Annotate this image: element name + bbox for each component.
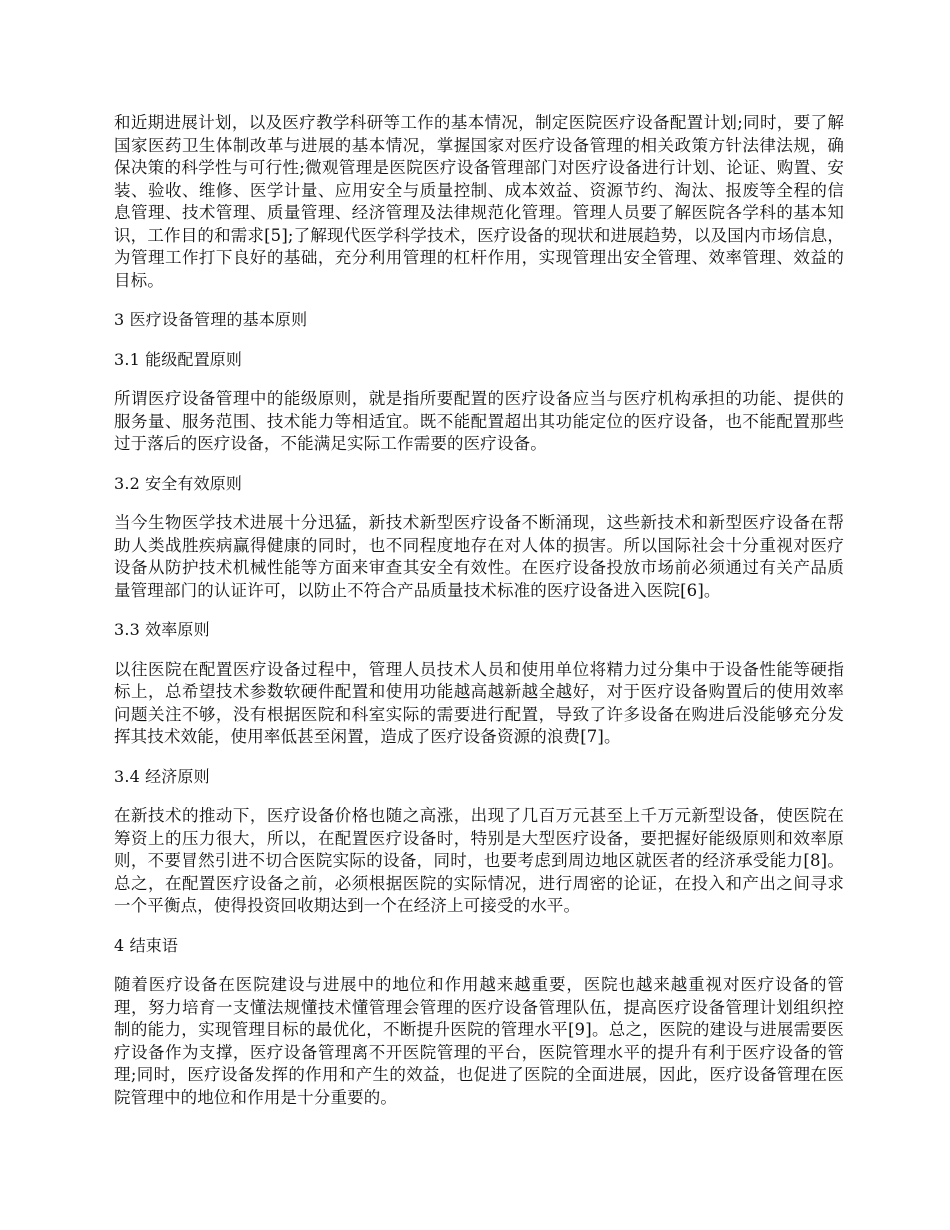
section-3-1-heading: 3.1 能级配置原则 [114, 349, 243, 369]
section-4-heading: 4 结束语 [114, 935, 179, 955]
section-3-1-paragraph: 所谓医疗设备管理中的能级原则，就是指所要配置的医疗设备应当与医疗机构承担的功能、提供的服务量、服务范围、技术能力等相适宜。既不能配置超出其功能定位的医疗设备，也不能配置那些过于落后的医疗设备，不能满足实际工作需要的医疗设备。 [114, 389, 844, 453]
section-3-2-heading: 3.2 安全有效原则 [114, 473, 243, 493]
section-3-heading: 3 医疗设备管理的基本原则 [114, 310, 308, 329]
document-page [114, 112, 844, 1126]
intro-paragraph: 和近期进展计划，以及医疗教学科研等工作的基本情况，制定医院医疗设备配置计划;同时，要了解国家医药卫生体制改革与进展的基本情况，掌握国家对医疗设备管理的相关政策方针法律法规，确保决策的科学性与可行性;微观管理是医院医疗设备管理部门对医疗设备进行计划、论证、购置、安装、验收、维修、医学计量、应用安全与质量控制、成本效益、资源节约、淘汰、报废等全程的信息管理、技术管理、质量管理、经济管理及法律规范化管理。管理人员要了解医院各学科的基本知识，工作目的和需求[5];了解现代医学科学技术，医疗设备的现状和进展趋势，以及国内市场信息，为管理工作打下良好的基础，充分利用管理的杠杆作用，实现管理出安全管理、效率管理、效益的目标。 [114, 113, 844, 290]
section-3-3-heading: 3.3 效率原则 [114, 620, 210, 639]
conclusion-paragraph: 随着医疗设备在医院建设与进展中的地位和作用越来越重要，医院也越来越重视对医疗设备的管理，努力培育一支懂法规懂技术懂管理会管理的医疗设备管理队伍，提高医疗设备管理计划组织控制的能力，实现管理目标的最优化，不断提升医院的管理水平[9]。总之，医院的建设与进展需要医疗设备作为支撑，医疗设备管理离不开医院管理的平台，医院管理水平的提升有利于医疗设备的管理;同时，医疗设备发挥的作用和产生的效益，也促进了医院的全面进展，因此，医疗设备管理在医院管理中的地位和作用是十分重要的。 [114, 975, 844, 1107]
section-3-3-paragraph: 以往医院在配置医疗设备过程中，管理人员技术人员和使用单位将精力过分集中于设备性能等硬指标上，总希望技术参数软硬件配置和使用功能越高越新越全越好，对于医疗设备购置后的使用效率问题关注不够，没有根据医院和科室实际的需要进行配置，导致了许多设备在购进后没能够充分发挥其技术效能，使用率低甚至闲置，造成了医疗设备资源的浪费[7]。 [114, 659, 844, 746]
section-3-2-paragraph: 当今生物医学技术进展十分迅猛，新技术新型医疗设备不断涌现，这些新技术和新型医疗设备在帮助人类战胜疾病赢得健康的同时，也不同程度地存在对人体的损害。所以国际社会十分重视对医疗设备从防护技术机械性能等方面来审查其安全有效性。在医疗设备投放市场前必须通过有关产品质量管理部门的认证许可，以防止不符合产品质量技术标准的医疗设备进入医院[6]。 [114, 513, 844, 600]
section-3-4-paragraph: 在新技术的推动下，医疗设备价格也随之高涨，出现了几百万元甚至上千万元新型设备，使医院在筹资上的压力很大，所以，在配置医疗设备时，特别是大型医疗设备，要把握好能级原则和效率原则，不要冒然引进不切合医院实际的设备，同时，也要考虑到周边地区就医者的经济承受能力[8]。总之，在配置医疗设备之前，必须根据医院的实际情况，进行周密的论证，在投入和产出之间寻求一个平衡点，使得投资回收期达到一个在经济上可接受的水平。 [114, 806, 844, 915]
section-3-4-heading: 3.4 经济原则 [114, 766, 210, 786]
